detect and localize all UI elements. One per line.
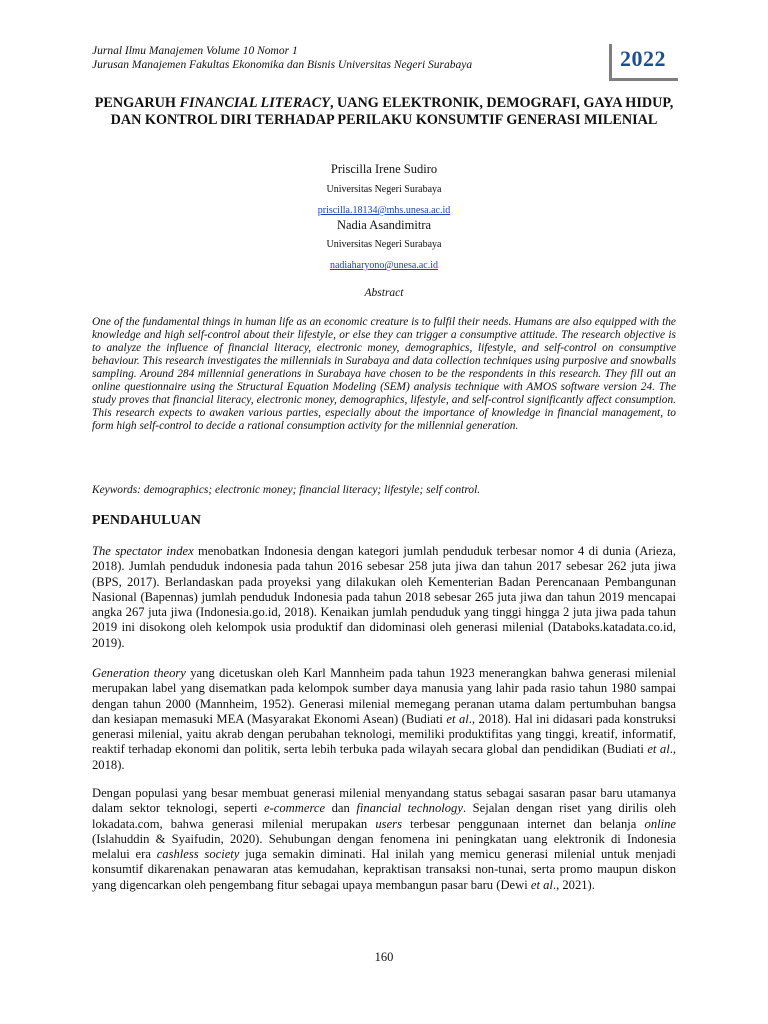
p3-s5: (Islahuddin & Syaifudin, 2020). Sehubungan dengan fenomena ini peningkatan uang elektronik di Indonesia melalui era xyxy=(92,831,676,862)
p2-etal-1: et al xyxy=(446,711,469,726)
p2-lead: Generation theory xyxy=(92,666,186,680)
p3-i3: users xyxy=(375,816,402,831)
title-part-2: FINANCIAL LITERACY xyxy=(179,95,330,111)
journal-name: Jurnal Ilmu Manajemen Volume 10 Nomor 1 xyxy=(92,45,298,57)
p3-s4: terbesar penggunaan internet dan belanja xyxy=(401,816,645,831)
p3-s2: dan xyxy=(325,801,357,816)
author-name-2: Nadia Asandimitra xyxy=(336,218,432,232)
p1-rest: menobatkan Indonesia dengan kategori jumlah penduduk terbesar nomor 4 di dunia (Arieza, 2018). Jumlah penduduk indonesia pada tahun 2016 sebesar 258 juta jiwa dan tahun 2017 sebesar 262 juta jiwa (BPS, 2017). Berlandaskan pada proyeksi yang dilakukan oleh Kementerian Badan Perencanaan Pembangunan Nasional (Bapennas) jumlah penduduk Indonesia pada tahun 2018 sebesar 265 juta jiwa dan tahun 2019 mencapai angka 267 juta jiwa (Indonesia.go.id, 2018). Kenaikan jumlah penduduk yang tinggi hingga 2 juta jiwa pada tahun 2019 ini disokong oleh kelompok usia produktif dan didominasi oleh generasi milenial (Databoks.katadata.co.id, 2019). xyxy=(92,544,676,650)
p1-lead: The spectator index xyxy=(92,544,194,558)
running-header xyxy=(92,44,682,80)
journal-year: 2022 xyxy=(620,46,666,71)
title-part-3: , UANG ELEKTRONIK, DEMOGRAFI, GAYA HIDUP, DAN KONTROL DIRI TERHADAP PERILAKU KONSUMTIF GENERASI MILENIAL xyxy=(110,95,674,128)
title-part-1: PENGARUH xyxy=(94,95,180,111)
page-number: 160 xyxy=(374,950,394,964)
p3-s3: . Sejalan dengan riset yang dirilis oleh lokadata.com, bahwa generasi milenial merupakan xyxy=(92,801,677,831)
paragraph-1 xyxy=(92,544,676,651)
author-name-1: Priscilla Irene Sudiro xyxy=(330,162,438,176)
p2-s3: ., 2018). xyxy=(92,742,676,772)
section-heading: PENDAHULUAN xyxy=(92,513,201,528)
p3-s1: Dengan populasi yang besar membuat generasi milenial menyandang status sebagai sasaran pasar baru utamanya dalam sektor teknologi, seperti xyxy=(92,786,676,816)
p3-i2: financial technology xyxy=(356,801,463,816)
p2-s2: ., 2018). Hal ini didasari pada konstruksi generasi milenial, yaitu akrab dengan perubahan teknologi, memiliki produktifitas yang tinggi, kreatif, informatif, reaktif terhadap ekonomi dan politik, serta lebih terbuka pada wilayah secara global dan pendidikan (Budiati xyxy=(92,711,676,757)
p2-s1: yang dicetuskan oleh Karl Mannheim pada tahun 1923 menerangkan bahwa generasi milenial merupakan label yang disematkan pada kelompok sumber daya manusia yang lahir pada rasio tahun 1980 sampai dengan tahun 2000 (Mannheim, 1952). Generasi milenial memegang peranan utama dalam pertumbuhan bangsa dan kesiapan memasuki MEA (Masyarakat Ekonomi Asean) (Budiati xyxy=(92,666,676,726)
abstract-text: One of the fundamental things in human life as an economic creature is to fulfil their needs. Humans are also equipped with the knowledge and high self-control about their lifestyle, or else they can trigger a consumptive attitude. The research objective is to analyze the influence of financial literacy, electronic money, demographics, lifestyle, and self-control on consumptive behaviour. This research investigates the millennials in Surabaya and data collection techniques using purposive and snowballs sampling. Around 284 millennial generations in Surabaya have chosen to be the respondents in this research. They fill out an online questionnaire using the Structural Equation Modeling (SEM) analysis technique with AMOS software version 24. The study proves that financial literacy, electronic money, demographics, lifestyle, and self-control significantly affect consumption. This research expects to awaken various parties, especially about the importance of knowledge in financial management, to form high self-control to decide a rational consumption activity for the millennial generation. xyxy=(92,316,676,432)
department-name: Jurusan Manajemen Fakultas Ekonomika dan Bisnis Universitas Negeri Surabaya xyxy=(92,59,473,71)
author-affiliation-2: Universitas Negeri Surabaya xyxy=(326,239,442,250)
p3-i5: cashless society xyxy=(156,847,240,862)
p3-i6: et al xyxy=(530,877,553,892)
year-box xyxy=(609,44,678,81)
author-affiliation-1: Universitas Negeri Surabaya xyxy=(326,184,442,195)
paragraph-2 xyxy=(92,666,676,773)
paper-title xyxy=(92,95,676,129)
paragraph-3 xyxy=(92,786,676,893)
keywords: Keywords: demographics; electronic money; financial literacy; lifestyle; self control. xyxy=(92,484,481,496)
p3-i4: online xyxy=(644,816,676,831)
author-email-2[interactable]: nadiaharyono@unesa.ac.id xyxy=(329,260,439,271)
p3-s7: ., 2021). xyxy=(552,877,595,892)
p2-etal-2: et al xyxy=(647,742,670,757)
abstract-heading: Abstract xyxy=(364,287,404,299)
p3-i1: e-commerce xyxy=(264,801,326,816)
p3-s6: juga semakin diminati. Hal inilah yang memicu generasi milenial untuk menjadi konsumtif dikarenakan penawaran atas kemudahan, kepraktisan transaksi non-tunai, serta promo maupun diskon yang digencarkan oleh pengembang fitur sebagai upaya membangun pasar baru (Dewi xyxy=(92,847,677,892)
author-email-1[interactable]: priscilla.18134@mhs.unesa.ac.id xyxy=(317,205,451,216)
